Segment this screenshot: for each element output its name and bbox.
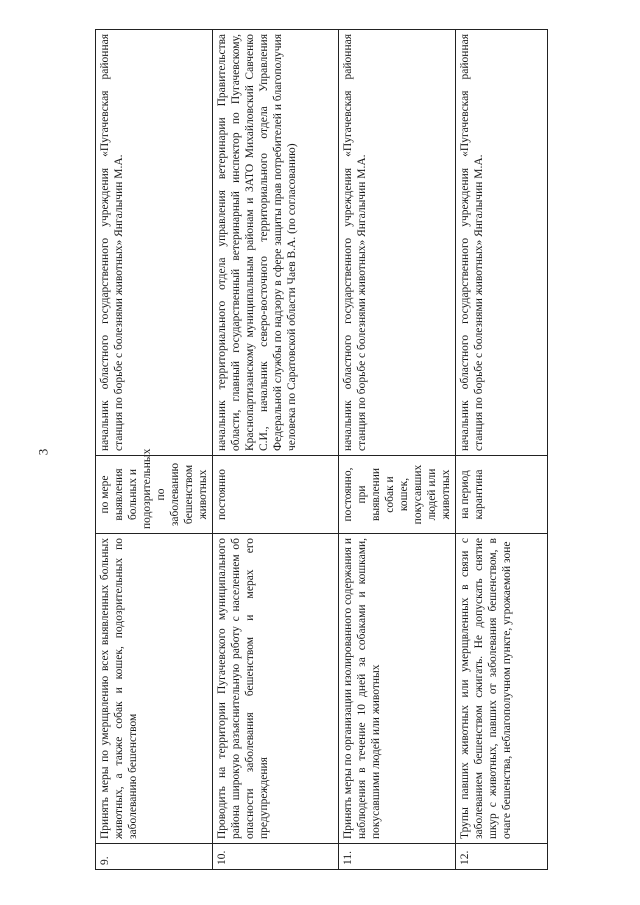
page-number: 3 bbox=[35, 448, 51, 456]
term-cell: по мере выявления больных и подозрительных по заболеванию бешенством животных bbox=[96, 456, 213, 534]
row-number: 9. bbox=[96, 844, 213, 870]
action-cell: Трупы павших животных или умерщвленных в связи с заболеванием бешенством сжигать. Не допускать снятие шкур с животных, павших от заболевания бешенством, в очаге бешенства, неблагополучном пункте, угрожаемой зоне bbox=[456, 534, 548, 844]
term-cell: постоянно bbox=[213, 456, 339, 534]
action-cell: Принять меры по организации изолированного содержания и наблюдения в течение 10 дней за собаками и кошками, покусавшими людей или животных bbox=[339, 534, 456, 844]
table-row bbox=[213, 30, 339, 870]
responsible-cell: начальник территориального отдела управления ветеринарии Правительства области, главный государственный ветеринарный инспектор по Пугачевскому, Краснопартизанскому муниципальным районам и ЗАТО Михайловский Савченко С.И., начальник северо-восточного территориального отдела Управления Федеральной службы по надзору в сфере защиты прав потребителей и благополучия человека по Саратовской области Чаев В.А. (по согласованию) bbox=[213, 30, 339, 456]
responsible-cell: начальник областного государственного учреждения «Пугачевская районная станция по борьбе с болезнями животных» Янгалычин М.А. bbox=[96, 30, 213, 456]
measures-table bbox=[95, 29, 548, 870]
table-row bbox=[456, 30, 548, 870]
term-cell: на период карантина bbox=[456, 456, 548, 534]
rotated-table-container bbox=[95, 30, 514, 870]
row-number: 12. bbox=[456, 844, 548, 870]
term-cell: постоянно, при выявлении собак и кошек, покусавших людей или животных bbox=[339, 456, 456, 534]
row-number: 11. bbox=[339, 844, 456, 870]
responsible-cell: начальник областного государственного учреждения «Пугачевская районная станция по борьбе с болезнями животных» Янгалычин М.А. bbox=[456, 30, 548, 456]
responsible-cell: начальник областного государственного учреждения «Пугачевская районная станция по борьбе с болезнями животных» Янгалычин М.А. bbox=[339, 30, 456, 456]
table-row bbox=[96, 30, 213, 870]
table-row bbox=[339, 30, 456, 870]
action-cell: Принять меры по умерщвлению всех выявленных больных животных, а также собак и кошек, подозрительных по заболеванию бешенством bbox=[96, 534, 213, 844]
row-number: 10. bbox=[213, 844, 339, 870]
action-cell: Проводить на территории Пугачевского муниципального района широкую разъяснительную работу с населением об опасности заболевания бешенством и мерах его предупреждения bbox=[213, 534, 339, 844]
